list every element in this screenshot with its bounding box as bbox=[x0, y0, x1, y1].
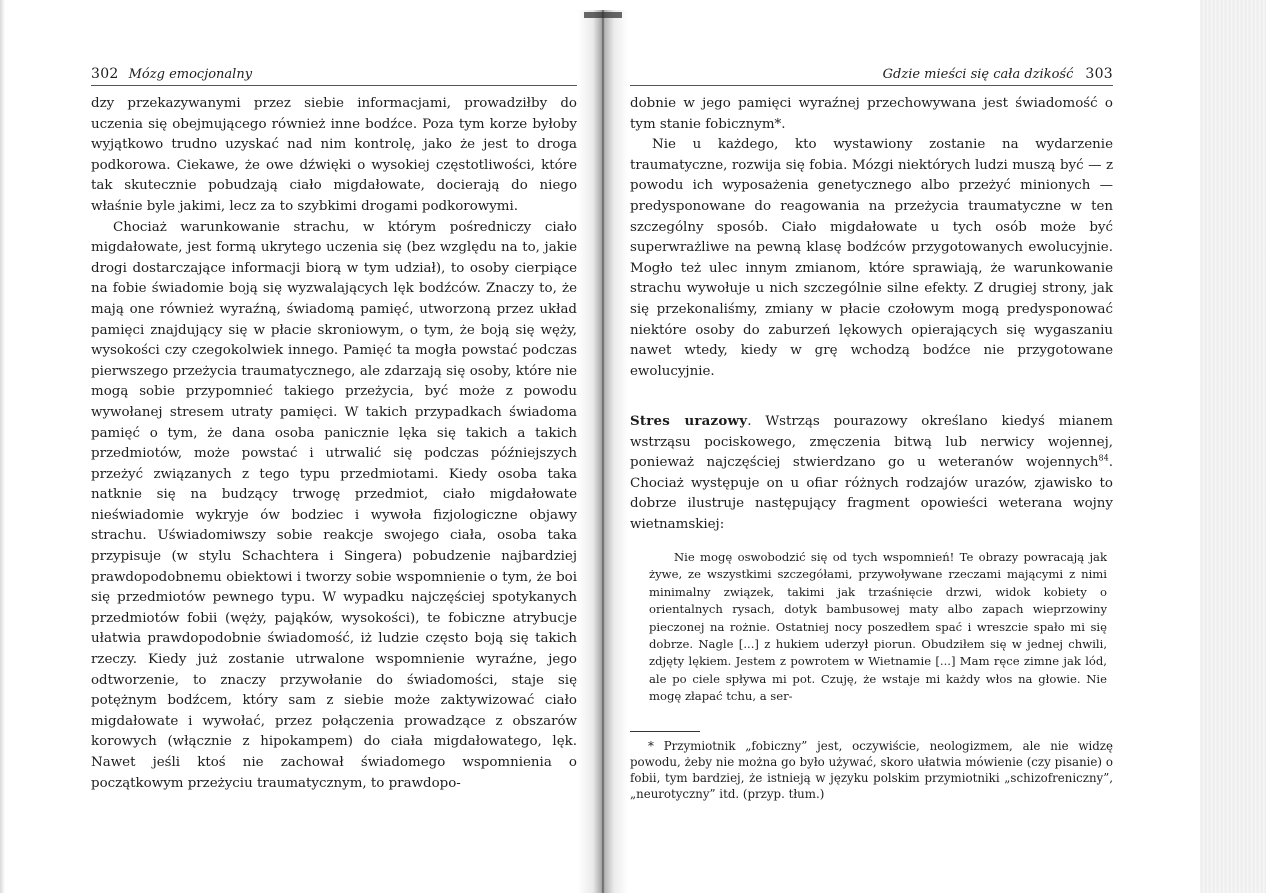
left-running-title: Mózg emocjonalny bbox=[128, 67, 253, 82]
section-text-part-2: . Chociaż występuje on u ofiar różnych rodzajów urazów, zjawisko to dobrze ilustruje następujący fragment opowieści weterana wojny wietnamskiej: bbox=[630, 455, 1113, 532]
section-text-part-1: . Wstrząs pourazowy określano kiedyś mianem wstrząsu pociskowego, zmęczenia bitwą lub nerwicy wojennej, ponieważ najczęściej stwierdzano go u weteranów wojennych bbox=[630, 414, 1113, 471]
scan-right-edge bbox=[1200, 0, 1266, 893]
left-page-number: 302 bbox=[91, 66, 119, 82]
section-stres-urazowy bbox=[630, 411, 1113, 536]
right-page-number: 303 bbox=[1085, 66, 1113, 82]
left-body-text bbox=[91, 94, 577, 794]
scan-left-edge bbox=[0, 0, 5, 893]
left-running-head bbox=[91, 62, 577, 86]
left-paragraph-2: Chociaż warunkowanie strachu, w którym pośredniczy ciało migdałowate, jest formą ukrytego uczenia się (bez względu na to, jakie drogi dostarczające informacji biorą w tym udział), to osoby cierpiące na fobie świadomie boją się wyzwalających lęk bodźców. Znaczy to, że mają one również wyraźną, świadomą pamięć, utworzoną przez układ pamięci znajdujący się w płacie skroniowym, o tym, że boją się węży, wysokości czy czegokolwiek innego. Pamięć ta mogła powstać podczas pierwszego przeżycia traumatycznego, ale zdarzają się osoby, które nie mogą sobie przypomnieć takiego przeżycia, być może z powodu wywołanej stresem utraty pamięci. W takich przypadkach świadoma pamięć o tym, że dana osoba panicznie lęka się takich a takich przedmiotów, może powstać i utrwalić się podczas późniejszych przeżyć związanych z tego typu przedmiotami. Kiedy osoba taka natknie się na budzący trwogę przedmiot, ciało migdałowate nieświadomie wykryje ów bodziec i wywoła fizjologiczne objawy strachu. Uświadomiwszy sobie reakcje swojego ciała, osoba taka przypisuje (w stylu Schachtera i Singera) pobudzenie najbardziej prawdopodobnemu obiektowi i tworzy sobie wspomnienie o tym, że boi się przedmiotów pewnego typu. W wypadku najczęściej spotykanych przedmiotów fobii (węży, pająków, wysokości), te fobiczne atrybucje ułatwia prawdopodobnie świadomość, iż ludzie często boją się takich rzeczy. Kiedy już zostanie utrwalone wspomnienie wyraźne, jego odtworzenie, to znaczy przywołanie do świadomości, staje się potężnym bodźcem, który sam z siebie może zaktywizować ciało migdałowate i wywołać, przez połączenia prowadzące z obszarów korowych (włącznie z hipokampem) do ciała migdałowatego, lęk. Nawet jeśli ktoś nie zachował świadomego wspomnienia o początkowym przeżyciu traumatycznym, to prawdopo- bbox=[91, 219, 577, 791]
right-running-title: Gdzie mieści się cała dzikość bbox=[882, 67, 1074, 82]
right-body-text bbox=[630, 94, 1113, 382]
right-running-head bbox=[630, 62, 1113, 86]
footnote-rule bbox=[630, 731, 700, 732]
book-gutter bbox=[578, 10, 628, 893]
section-heading: Stres urazowy bbox=[630, 413, 748, 429]
veteran-quote: Nie mogę oswobodzić się od tych wspomnień! Te obrazy powracają jak żywe, ze wszystkimi szczegółami, przywoływane rzeczami mającymi z nimi minimalny związek, takimi jak trzaśnięcie drzwi, widok kobiety o orientalnych rysach, dotyk bambusowej maty albo zapach wieprzowiny pieczonej na rożnie. Ostatniej nocy poszedłem spać i wreszcie spało mi się dobrze. Nagle [...] z hukiem uderzył piorun. Obudziłem się w jednej chwili, zdjęty lękiem. Jestem z powrotem w Wietnamie [...] Mam ręce zimne jak lód, ale po ciele spływa mi pot. Czuję, że wstaje mi każdy włos na głowie. Nie mogę złapać tchu, a ser- bbox=[649, 550, 1107, 704]
gutter-shadow-top bbox=[584, 12, 622, 18]
right-paragraph-2: Nie u każdego, kto wystawiony zostanie na wydarzenie traumatyczne, rozwija się fobia. Mózgi niektórych ludzi muszą być — z powodu ich wyposażenia genetycznego albo przeżyć minionych — predysponowane do reagowania na przeżycia traumatyczne w ten szczególny sposób. Ciało migdałowate u tych osób może być superwrażliwe na pewną klasę bodźców przygotowanych ewolucyjnie. Mogło też ulec innym zmianom, które sprawiają, że warunkowanie strachu wywołuje u nich szczególnie silne efekty. Z drugiej strony, jak się przekonaliśmy, zmiany w płacie czołowym mogą predysponować niektóre osoby do zaburzeń lękowych opierających się wygaszaniu nawet wtedy, kiedy w grę wchodzą bodźce nie przygotowane ewolucyjnie. bbox=[630, 137, 1113, 379]
right-paragraph-1: dobnie w jego pamięci wyraźnej przechowywana jest świadomość o tym stanie fobicznym*. bbox=[630, 96, 1113, 132]
left-paragraph-1: dzy przekazywanymi przez siebie informacjami, prowadziłby do uczenia się obejmującego również inne bodźce. Poza tym korze byłoby wyjątkowo trudno uzyskać nad nim kontrolę, jako że jest to droga podkorowa. Ciekawe, że owe dźwięki o wysokiej częstotliwości, które tak skutecznie pobudzają ciało migdałowate, docierają do niego właśnie byle jakimi, lecz za to szybkimi drogami podkorowymi. bbox=[91, 96, 577, 214]
translator-footnote: * Przymiotnik „fobiczny” jest, oczywiście, neologizmem, ale nie widzę powodu, żeby nie można go było używać, skoro ułatwia mówienie (czy pisanie) o fobii, tym bardziej, że istnieją w języku polskim przymiotniki „schizofreniczny”, „neurotyczny” itd. (przyp. tłum.) bbox=[630, 739, 1113, 801]
footnote-reference: 84 bbox=[1098, 453, 1109, 463]
